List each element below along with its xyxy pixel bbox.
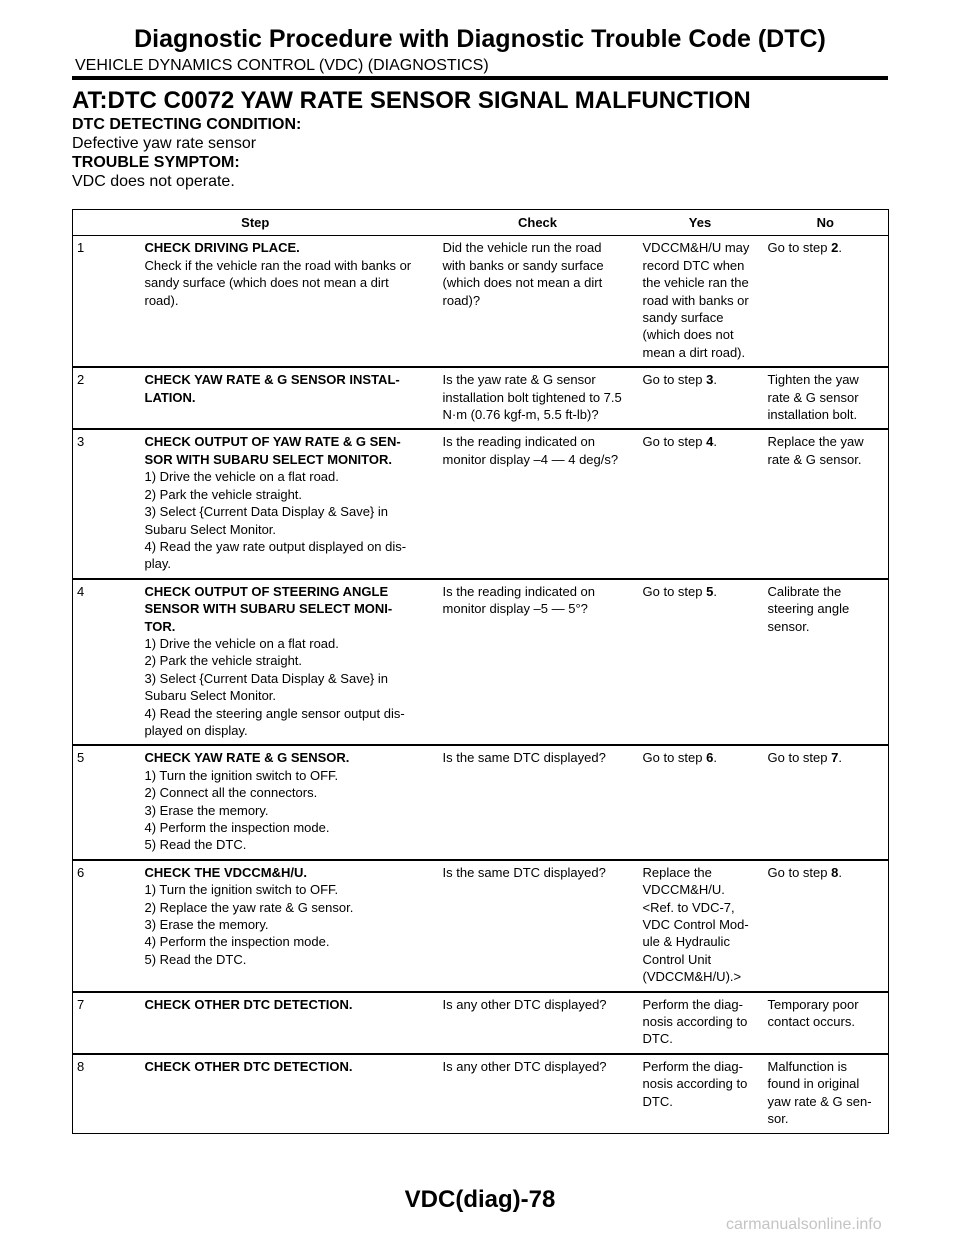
check-cell — [438, 1054, 638, 1133]
table-header-row — [73, 210, 889, 236]
step-title-line: CHECK THE VDCCM&H/U. — [144, 864, 307, 880]
yes-line: Go to step 5. — [642, 583, 717, 599]
page-title: Diagnostic Procedure with Diagnostic Trouble Code (DTC) — [134, 25, 826, 53]
yes-line: Replace the — [642, 864, 712, 880]
yes-cell — [638, 745, 763, 859]
header-step: Step — [241, 215, 270, 230]
trouble-symptom-label: TROUBLE SYMPTOM: — [72, 154, 240, 171]
no-line: Calibrate the — [767, 583, 842, 599]
check-cell — [438, 367, 638, 429]
no-cell — [763, 236, 889, 367]
step-title-line: CHECK YAW RATE & G SENSOR INSTAL- — [144, 372, 400, 388]
no-line: sor. — [767, 1111, 789, 1127]
no-cell — [763, 1054, 889, 1133]
step-detail-line: played on display. — [144, 722, 248, 738]
step-detail-line: 2) Replace the yaw rate & G sensor. — [144, 899, 354, 915]
step-number: 5 — [77, 750, 85, 766]
step-detail-line: Subaru Select Monitor. — [144, 521, 277, 537]
step-title-line: SOR WITH SUBARU SELECT MONITOR. — [144, 451, 392, 467]
detecting-condition-label: DTC DETECTING CONDITION: — [72, 116, 302, 133]
check-line: monitor display –4 — 4 deg/s? — [442, 451, 619, 467]
check-line: installation bolt tightened to 7.5 — [442, 389, 622, 405]
detecting-condition-value: Defective yaw rate sensor — [72, 135, 257, 152]
step-number: 3 — [77, 434, 85, 450]
yes-line: DTC. — [642, 1093, 673, 1109]
dtc-conditions — [72, 115, 301, 191]
check-line: (which does not mean a dirt — [442, 275, 603, 291]
step-detail-line: 4) Perform the inspection mode. — [144, 820, 330, 835]
check-line: Is any other DTC displayed? — [442, 1058, 607, 1074]
table-row — [73, 1054, 889, 1133]
step-detail-line: 2) Connect all the connectors. — [144, 785, 318, 801]
step-title-line: CHECK DRIVING PLACE. — [144, 240, 300, 256]
yes-line: <Ref. to VDC-7, — [642, 899, 735, 915]
step-number: 6 — [77, 864, 85, 880]
yes-line: the vehicle ran the — [642, 275, 749, 291]
yes-line: Go to step 6. — [642, 750, 717, 766]
header-yes: Yes — [688, 215, 712, 230]
no-line: installation bolt. — [767, 407, 858, 423]
step-description — [140, 579, 438, 746]
no-line: Tighten the yaw — [767, 372, 859, 388]
step-detail-line: 3) Select {Current Data Display & Save} in — [144, 504, 389, 520]
step-detail-line: 5) Read the DTC. — [144, 837, 247, 853]
step-detail-line: play. — [144, 556, 171, 572]
yes-cell — [638, 429, 763, 578]
yes-line: Go to step 3. — [642, 372, 717, 388]
step-title-line: TOR. — [144, 618, 176, 634]
step-description — [140, 367, 438, 429]
yes-line: record DTC when — [642, 257, 745, 273]
step-title-line: CHECK OUTPUT OF STEERING ANGLE — [144, 583, 389, 599]
check-line: Is any other DTC displayed? — [442, 996, 607, 1012]
table-body — [73, 236, 889, 1133]
no-line: Go to step 7. — [767, 750, 842, 766]
no-cell — [763, 367, 889, 429]
no-line: Go to step 2. — [767, 240, 842, 256]
no-line: steering angle — [767, 601, 850, 617]
check-line: road)? — [442, 292, 481, 308]
yes-line: DTC. — [642, 1031, 673, 1047]
check-line: Is the same DTC displayed? — [442, 750, 606, 766]
step-detail-line: 1) Turn the ignition switch to OFF. — [144, 767, 339, 783]
step-detail-line: 1) Drive the vehicle on a flat road. — [144, 469, 339, 485]
yes-line: VDCCM&H/U may — [642, 240, 750, 256]
table-row — [73, 367, 889, 429]
yes-line: Control Unit — [642, 951, 712, 967]
no-line: Temporary poor — [767, 996, 859, 1012]
page-number: VDC(diag)-78 — [404, 1186, 556, 1213]
no-line: rate & G sensor — [767, 389, 859, 405]
no-cell — [763, 579, 889, 746]
step-title-line: CHECK OTHER DTC DETECTION. — [144, 1058, 353, 1074]
step-detail-line: 1) Turn the ignition switch to OFF. — [144, 882, 339, 898]
step-detail-line: road). — [144, 292, 179, 308]
step-detail-line: 2) Park the vehicle straight. — [144, 486, 303, 502]
header-divider — [72, 76, 888, 80]
check-line: monitor display –5 — 5°? — [442, 601, 588, 617]
step-detail-line: 5) Read the DTC. — [144, 951, 247, 967]
no-line: contact occurs. — [767, 1014, 855, 1030]
check-cell — [438, 236, 638, 367]
watermark: carmanualsonline.info — [726, 1216, 882, 1233]
no-line: Replace the yaw — [767, 434, 864, 450]
yes-line: road with banks or — [642, 292, 749, 308]
step-detail-line: 3) Erase the memory. — [144, 917, 269, 933]
step-description — [140, 745, 438, 859]
header-no: No — [816, 215, 834, 230]
step-detail-line: sandy surface (which does not mean a dirt — [144, 275, 389, 291]
no-line: sensor. — [767, 618, 810, 634]
step-title-line: LATION. — [144, 389, 196, 405]
table-row — [73, 579, 889, 746]
no-cell — [763, 992, 889, 1054]
step-number: 4 — [77, 583, 85, 599]
section-title: AT:DTC C0072 YAW RATE SENSOR SIGNAL MALFUNCTION — [72, 87, 751, 114]
yes-cell — [638, 992, 763, 1054]
step-detail-line: Check if the vehicle ran the road with banks or — [144, 257, 412, 273]
no-line: yaw rate & G sen- — [767, 1093, 872, 1109]
yes-cell — [638, 860, 763, 992]
table-row — [73, 236, 889, 367]
yes-line: nosis according to — [642, 1014, 748, 1030]
step-detail-line: 4) Read the yaw rate output displayed on dis- — [144, 538, 407, 554]
header-check: Check — [518, 215, 558, 230]
yes-line: Go to step 4. — [642, 434, 717, 450]
step-detail-line: 3) Select {Current Data Display & Save} in — [144, 670, 389, 686]
step-description — [140, 860, 438, 992]
step-detail-line: Subaru Select Monitor. — [144, 688, 277, 704]
step-number: 1 — [77, 240, 85, 256]
step-detail-line: 4) Perform the inspection mode. — [144, 934, 330, 950]
no-line: rate & G sensor. — [767, 451, 862, 467]
check-line: Is the same DTC displayed? — [442, 864, 606, 880]
yes-line: nosis according to — [642, 1076, 748, 1092]
step-description — [140, 236, 438, 367]
yes-line: (VDCCM&H/U).> — [642, 969, 742, 985]
no-line: Malfunction is — [767, 1058, 847, 1074]
step-detail-line: 1) Drive the vehicle on a flat road. — [144, 635, 339, 651]
trouble-symptom-value: VDC does not operate. — [72, 173, 235, 190]
yes-cell — [638, 1054, 763, 1133]
step-detail-line: 3) Erase the memory. — [144, 802, 269, 818]
step-description — [140, 1054, 438, 1133]
step-title-line: SENSOR WITH SUBARU SELECT MONI- — [144, 601, 393, 617]
step-detail-line: 2) Park the vehicle straight. — [144, 653, 303, 669]
check-cell — [438, 429, 638, 578]
step-number: 8 — [77, 1058, 85, 1074]
page-subtitle: VEHICLE DYNAMICS CONTROL (VDC) (DIAGNOSTICS) — [75, 57, 489, 74]
check-cell — [438, 860, 638, 992]
step-number: 7 — [77, 996, 85, 1012]
step-number: 2 — [77, 372, 85, 388]
yes-cell — [638, 236, 763, 367]
yes-line: ule & Hydraulic — [642, 934, 730, 950]
check-line: N·m (0.76 kgf-m, 5.5 ft-lb)? — [442, 407, 599, 423]
step-detail-line: 4) Read the steering angle sensor output dis- — [144, 705, 405, 721]
no-cell — [763, 860, 889, 992]
step-title-line: CHECK YAW RATE & G SENSOR. — [144, 750, 350, 766]
no-line: Go to step 8. — [767, 864, 842, 880]
yes-line: Perform the diag- — [642, 1058, 743, 1074]
check-line: Is the yaw rate & G sensor — [442, 372, 596, 388]
step-title-line: CHECK OUTPUT OF YAW RATE & G SEN- — [144, 434, 401, 450]
table-row — [73, 860, 889, 992]
yes-line: VDC Control Mod- — [642, 917, 749, 933]
step-description — [140, 429, 438, 578]
no-line: found in original — [767, 1076, 860, 1092]
check-cell — [438, 579, 638, 746]
step-description — [140, 992, 438, 1054]
diagnostic-table — [72, 209, 889, 1134]
table-row — [73, 992, 889, 1054]
table-row — [73, 745, 889, 859]
check-cell — [438, 745, 638, 859]
yes-cell — [638, 367, 763, 429]
no-cell — [763, 429, 889, 578]
check-line: Is the reading indicated on — [442, 434, 596, 450]
yes-cell — [638, 579, 763, 746]
yes-line: VDCCM&H/U. — [642, 882, 725, 898]
check-cell — [438, 992, 638, 1054]
yes-line: (which does not — [642, 327, 734, 343]
check-line: Is the reading indicated on — [442, 583, 596, 599]
step-title-line: CHECK OTHER DTC DETECTION. — [144, 996, 353, 1012]
yes-line: sandy surface — [642, 310, 724, 326]
yes-line: mean a dirt road). — [642, 344, 746, 360]
check-line: with banks or sandy surface — [442, 257, 604, 273]
table-row — [73, 429, 889, 578]
check-line: Did the vehicle run the road — [442, 240, 602, 256]
yes-line: Perform the diag- — [642, 996, 743, 1012]
no-cell — [763, 745, 889, 859]
